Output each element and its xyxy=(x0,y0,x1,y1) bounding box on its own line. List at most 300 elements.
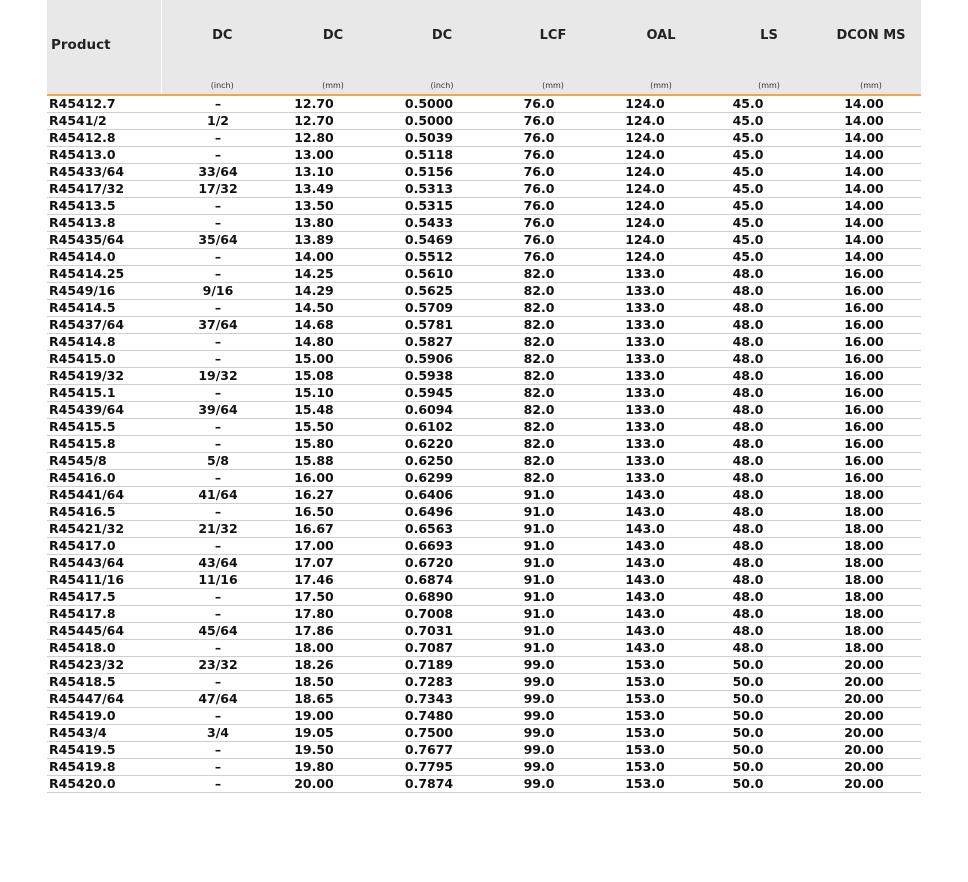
table-row xyxy=(47,300,921,317)
cell-ls: 48.0 xyxy=(717,487,821,504)
cell-dc-inch: 37/64 xyxy=(161,317,283,334)
cell-ls: 48.0 xyxy=(717,572,821,589)
table-row xyxy=(47,504,921,521)
cell-lcf: 76.0 xyxy=(501,130,605,147)
cell-dc-mm: 13.10 xyxy=(283,164,383,181)
cell-ls: 48.0 xyxy=(717,640,821,657)
cell-lcf: 82.0 xyxy=(501,334,605,351)
cell-dc-mm: 17.80 xyxy=(283,606,383,623)
cell-lcf: 91.0 xyxy=(501,538,605,555)
cell-lcf: 99.0 xyxy=(501,708,605,725)
cell-ls: 45.0 xyxy=(717,249,821,266)
table-row xyxy=(47,555,921,572)
cell-dcon-ms: 16.00 xyxy=(821,283,921,300)
cell-product: R45419.5 xyxy=(47,742,161,759)
unit-dc-inch-decimal: (inch) xyxy=(383,76,501,95)
cell-oal: 143.0 xyxy=(605,521,717,538)
header-dcon-ms: DCON MS xyxy=(821,0,921,76)
cell-ls: 45.0 xyxy=(717,95,821,113)
table-row xyxy=(47,691,921,708)
cell-ls: 48.0 xyxy=(717,283,821,300)
table-row xyxy=(47,283,921,300)
cell-product: R45412.7 xyxy=(47,95,161,113)
cell-dc-inch: – xyxy=(161,504,283,521)
cell-product: R45443/64 xyxy=(47,555,161,572)
cell-dc-mm: 15.80 xyxy=(283,436,383,453)
cell-lcf: 82.0 xyxy=(501,385,605,402)
cell-ls: 50.0 xyxy=(717,674,821,691)
cell-product: R45416.5 xyxy=(47,504,161,521)
header-ls: LS xyxy=(717,0,821,76)
cell-product: R45413.5 xyxy=(47,198,161,215)
cell-lcf: 76.0 xyxy=(501,164,605,181)
cell-ls: 50.0 xyxy=(717,759,821,776)
cell-dc-inch: – xyxy=(161,606,283,623)
cell-dc-inch: – xyxy=(161,589,283,606)
table-row xyxy=(47,368,921,385)
cell-dc-mm: 14.25 xyxy=(283,266,383,283)
header-dc-inch-decimal: DC xyxy=(383,0,501,76)
cell-dc-mm: 18.26 xyxy=(283,657,383,674)
cell-dc-inch-decimal: 0.7874 xyxy=(383,776,501,793)
cell-lcf: 99.0 xyxy=(501,691,605,708)
unit-oal: (mm) xyxy=(605,76,717,95)
cell-product: R45414.8 xyxy=(47,334,161,351)
cell-dc-inch-decimal: 0.5709 xyxy=(383,300,501,317)
cell-ls: 48.0 xyxy=(717,538,821,555)
cell-oal: 133.0 xyxy=(605,402,717,419)
cell-dc-mm: 16.67 xyxy=(283,521,383,538)
cell-product: R45420.0 xyxy=(47,776,161,793)
cell-dc-mm: 19.00 xyxy=(283,708,383,725)
table-row xyxy=(47,95,921,113)
table-row xyxy=(47,742,921,759)
cell-dcon-ms: 16.00 xyxy=(821,368,921,385)
cell-dcon-ms: 16.00 xyxy=(821,453,921,470)
cell-dc-inch-decimal: 0.6250 xyxy=(383,453,501,470)
cell-oal: 124.0 xyxy=(605,249,717,266)
table-row xyxy=(47,725,921,742)
cell-product: R45421/32 xyxy=(47,521,161,538)
table-row xyxy=(47,198,921,215)
cell-dc-mm: 15.50 xyxy=(283,419,383,436)
cell-dc-mm: 18.50 xyxy=(283,674,383,691)
cell-oal: 153.0 xyxy=(605,674,717,691)
cell-dc-inch-decimal: 0.5433 xyxy=(383,215,501,232)
table-row xyxy=(47,572,921,589)
cell-dc-inch: – xyxy=(161,470,283,487)
table-row xyxy=(47,623,921,640)
cell-dc-mm: 17.46 xyxy=(283,572,383,589)
cell-dc-inch-decimal: 0.5781 xyxy=(383,317,501,334)
cell-dcon-ms: 18.00 xyxy=(821,521,921,538)
cell-ls: 45.0 xyxy=(717,181,821,198)
cell-dc-inch: 35/64 xyxy=(161,232,283,249)
header-oal: OAL xyxy=(605,0,717,76)
cell-oal: 124.0 xyxy=(605,147,717,164)
cell-oal: 153.0 xyxy=(605,759,717,776)
cell-oal: 133.0 xyxy=(605,470,717,487)
cell-lcf: 76.0 xyxy=(501,113,605,130)
cell-ls: 48.0 xyxy=(717,470,821,487)
cell-product: R4549/16 xyxy=(47,283,161,300)
table-row xyxy=(47,181,921,198)
cell-oal: 133.0 xyxy=(605,351,717,368)
cell-ls: 50.0 xyxy=(717,657,821,674)
cell-dcon-ms: 18.00 xyxy=(821,572,921,589)
cell-dcon-ms: 14.00 xyxy=(821,130,921,147)
cell-oal: 153.0 xyxy=(605,708,717,725)
cell-dc-inch: – xyxy=(161,436,283,453)
cell-lcf: 99.0 xyxy=(501,725,605,742)
cell-dc-mm: 18.65 xyxy=(283,691,383,708)
cell-dc-mm: 17.07 xyxy=(283,555,383,572)
cell-product: R45423/32 xyxy=(47,657,161,674)
cell-oal: 133.0 xyxy=(605,266,717,283)
cell-product: R45414.5 xyxy=(47,300,161,317)
cell-ls: 50.0 xyxy=(717,708,821,725)
table-row xyxy=(47,759,921,776)
cell-dcon-ms: 18.00 xyxy=(821,640,921,657)
header-lcf: LCF xyxy=(501,0,605,76)
cell-product: R45441/64 xyxy=(47,487,161,504)
cell-dc-inch-decimal: 0.6220 xyxy=(383,436,501,453)
cell-dc-inch: 9/16 xyxy=(161,283,283,300)
cell-dc-inch: – xyxy=(161,300,283,317)
table-row xyxy=(47,232,921,249)
cell-lcf: 76.0 xyxy=(501,147,605,164)
cell-lcf: 76.0 xyxy=(501,95,605,113)
cell-dc-mm: 16.00 xyxy=(283,470,383,487)
cell-dc-inch: – xyxy=(161,742,283,759)
cell-dc-inch-decimal: 0.5512 xyxy=(383,249,501,266)
cell-oal: 133.0 xyxy=(605,436,717,453)
table-row xyxy=(47,402,921,419)
header-product: Product xyxy=(47,0,161,76)
cell-oal: 133.0 xyxy=(605,453,717,470)
cell-oal: 143.0 xyxy=(605,623,717,640)
cell-dc-mm: 19.05 xyxy=(283,725,383,742)
cell-product: R45437/64 xyxy=(47,317,161,334)
table-row xyxy=(47,317,921,334)
cell-dc-inch-decimal: 0.7008 xyxy=(383,606,501,623)
cell-dc-inch-decimal: 0.7677 xyxy=(383,742,501,759)
table-row xyxy=(47,470,921,487)
cell-dcon-ms: 14.00 xyxy=(821,181,921,198)
cell-lcf: 99.0 xyxy=(501,759,605,776)
cell-dc-inch-decimal: 0.6874 xyxy=(383,572,501,589)
cell-product: R45439/64 xyxy=(47,402,161,419)
cell-dc-mm: 17.86 xyxy=(283,623,383,640)
cell-ls: 48.0 xyxy=(717,521,821,538)
cell-dc-inch: – xyxy=(161,266,283,283)
cell-lcf: 91.0 xyxy=(501,589,605,606)
cell-ls: 48.0 xyxy=(717,419,821,436)
cell-dcon-ms: 16.00 xyxy=(821,402,921,419)
cell-ls: 45.0 xyxy=(717,113,821,130)
cell-oal: 124.0 xyxy=(605,130,717,147)
cell-dcon-ms: 20.00 xyxy=(821,691,921,708)
cell-ls: 45.0 xyxy=(717,164,821,181)
cell-lcf: 76.0 xyxy=(501,181,605,198)
cell-dc-inch: – xyxy=(161,130,283,147)
cell-dc-inch: – xyxy=(161,334,283,351)
cell-lcf: 76.0 xyxy=(501,198,605,215)
cell-lcf: 91.0 xyxy=(501,555,605,572)
cell-dcon-ms: 14.00 xyxy=(821,147,921,164)
spec-table xyxy=(47,0,921,793)
cell-product: R45415.0 xyxy=(47,351,161,368)
cell-dc-inch: – xyxy=(161,385,283,402)
cell-oal: 133.0 xyxy=(605,368,717,385)
cell-lcf: 99.0 xyxy=(501,776,605,793)
cell-dcon-ms: 18.00 xyxy=(821,504,921,521)
cell-dc-inch-decimal: 0.7189 xyxy=(383,657,501,674)
cell-dcon-ms: 14.00 xyxy=(821,113,921,130)
cell-dcon-ms: 16.00 xyxy=(821,317,921,334)
cell-dc-mm: 15.48 xyxy=(283,402,383,419)
cell-dc-inch: – xyxy=(161,215,283,232)
unit-lcf: (mm) xyxy=(501,76,605,95)
cell-dc-inch: – xyxy=(161,419,283,436)
table-row xyxy=(47,385,921,402)
cell-dc-inch: 17/32 xyxy=(161,181,283,198)
cell-product: R45413.0 xyxy=(47,147,161,164)
table-row xyxy=(47,776,921,793)
cell-ls: 45.0 xyxy=(717,215,821,232)
cell-dc-inch: – xyxy=(161,776,283,793)
header-dc-inch: DC xyxy=(161,0,283,76)
cell-ls: 45.0 xyxy=(717,147,821,164)
cell-oal: 124.0 xyxy=(605,232,717,249)
cell-dcon-ms: 14.00 xyxy=(821,249,921,266)
cell-oal: 133.0 xyxy=(605,334,717,351)
cell-dc-inch: 5/8 xyxy=(161,453,283,470)
cell-dc-mm: 15.88 xyxy=(283,453,383,470)
cell-dc-mm: 15.00 xyxy=(283,351,383,368)
cell-dc-inch-decimal: 0.6563 xyxy=(383,521,501,538)
table-row xyxy=(47,266,921,283)
table-row xyxy=(47,130,921,147)
cell-dc-inch-decimal: 0.5118 xyxy=(383,147,501,164)
cell-dcon-ms: 16.00 xyxy=(821,436,921,453)
cell-oal: 133.0 xyxy=(605,283,717,300)
cell-ls: 48.0 xyxy=(717,334,821,351)
cell-product: R45433/64 xyxy=(47,164,161,181)
unit-dcon-ms: (mm) xyxy=(821,76,921,95)
table-row xyxy=(47,436,921,453)
cell-dc-inch-decimal: 0.5156 xyxy=(383,164,501,181)
cell-product: R45418.0 xyxy=(47,640,161,657)
cell-dc-inch-decimal: 0.5610 xyxy=(383,266,501,283)
cell-dc-mm: 16.27 xyxy=(283,487,383,504)
cell-dc-inch: – xyxy=(161,708,283,725)
cell-ls: 48.0 xyxy=(717,402,821,419)
cell-dc-mm: 18.00 xyxy=(283,640,383,657)
cell-ls: 48.0 xyxy=(717,504,821,521)
cell-dc-inch: – xyxy=(161,640,283,657)
cell-dc-inch-decimal: 0.5906 xyxy=(383,351,501,368)
cell-lcf: 99.0 xyxy=(501,674,605,691)
cell-dc-inch: – xyxy=(161,351,283,368)
cell-lcf: 91.0 xyxy=(501,623,605,640)
cell-dcon-ms: 18.00 xyxy=(821,623,921,640)
cell-dc-mm: 12.70 xyxy=(283,95,383,113)
cell-dc-mm: 13.00 xyxy=(283,147,383,164)
cell-lcf: 91.0 xyxy=(501,572,605,589)
cell-dc-inch-decimal: 0.5945 xyxy=(383,385,501,402)
cell-dc-mm: 20.00 xyxy=(283,776,383,793)
table-row xyxy=(47,453,921,470)
cell-product: R4545/8 xyxy=(47,453,161,470)
cell-oal: 124.0 xyxy=(605,215,717,232)
cell-product: R45418.5 xyxy=(47,674,161,691)
cell-ls: 48.0 xyxy=(717,589,821,606)
unit-ls: (mm) xyxy=(717,76,821,95)
cell-dc-inch: 19/32 xyxy=(161,368,283,385)
unit-dc-inch: (inch) xyxy=(161,76,283,95)
cell-lcf: 82.0 xyxy=(501,453,605,470)
cell-product: R4541/2 xyxy=(47,113,161,130)
cell-dcon-ms: 14.00 xyxy=(821,95,921,113)
cell-dcon-ms: 16.00 xyxy=(821,334,921,351)
cell-product: R45435/64 xyxy=(47,232,161,249)
cell-dc-inch-decimal: 0.6299 xyxy=(383,470,501,487)
cell-oal: 153.0 xyxy=(605,725,717,742)
cell-dc-mm: 13.80 xyxy=(283,215,383,232)
table-row xyxy=(47,589,921,606)
cell-lcf: 91.0 xyxy=(501,504,605,521)
cell-dc-inch: – xyxy=(161,198,283,215)
cell-lcf: 82.0 xyxy=(501,419,605,436)
cell-dc-inch-decimal: 0.6890 xyxy=(383,589,501,606)
cell-lcf: 82.0 xyxy=(501,283,605,300)
table-row xyxy=(47,606,921,623)
cell-dc-inch-decimal: 0.7031 xyxy=(383,623,501,640)
cell-dc-mm: 12.70 xyxy=(283,113,383,130)
cell-dc-inch-decimal: 0.5000 xyxy=(383,113,501,130)
cell-dcon-ms: 14.00 xyxy=(821,215,921,232)
cell-oal: 153.0 xyxy=(605,691,717,708)
cell-product: R45415.1 xyxy=(47,385,161,402)
cell-product: R45419.8 xyxy=(47,759,161,776)
cell-lcf: 76.0 xyxy=(501,249,605,266)
cell-product: R45414.25 xyxy=(47,266,161,283)
cell-lcf: 99.0 xyxy=(501,657,605,674)
cell-oal: 124.0 xyxy=(605,181,717,198)
cell-dcon-ms: 20.00 xyxy=(821,776,921,793)
cell-lcf: 82.0 xyxy=(501,368,605,385)
cell-dc-inch-decimal: 0.5469 xyxy=(383,232,501,249)
cell-ls: 45.0 xyxy=(717,198,821,215)
table-row xyxy=(47,674,921,691)
cell-dc-inch: 11/16 xyxy=(161,572,283,589)
cell-oal: 124.0 xyxy=(605,113,717,130)
cell-oal: 153.0 xyxy=(605,657,717,674)
cell-lcf: 76.0 xyxy=(501,232,605,249)
cell-lcf: 91.0 xyxy=(501,606,605,623)
cell-ls: 48.0 xyxy=(717,606,821,623)
cell-dcon-ms: 16.00 xyxy=(821,351,921,368)
cell-oal: 143.0 xyxy=(605,589,717,606)
cell-lcf: 82.0 xyxy=(501,470,605,487)
cell-dcon-ms: 16.00 xyxy=(821,266,921,283)
cell-ls: 45.0 xyxy=(717,232,821,249)
cell-dc-mm: 13.50 xyxy=(283,198,383,215)
cell-dc-mm: 15.08 xyxy=(283,368,383,385)
cell-lcf: 82.0 xyxy=(501,402,605,419)
cell-dcon-ms: 20.00 xyxy=(821,708,921,725)
cell-product: R45417.8 xyxy=(47,606,161,623)
cell-product: R45415.5 xyxy=(47,419,161,436)
header-units-row xyxy=(47,76,921,95)
cell-ls: 48.0 xyxy=(717,623,821,640)
cell-dc-mm: 14.29 xyxy=(283,283,383,300)
cell-dc-mm: 17.00 xyxy=(283,538,383,555)
cell-lcf: 91.0 xyxy=(501,487,605,504)
cell-dc-inch: 33/64 xyxy=(161,164,283,181)
cell-dc-inch: – xyxy=(161,147,283,164)
cell-dc-inch-decimal: 0.5313 xyxy=(383,181,501,198)
cell-oal: 153.0 xyxy=(605,776,717,793)
cell-dc-mm: 15.10 xyxy=(283,385,383,402)
cell-oal: 143.0 xyxy=(605,487,717,504)
cell-oal: 124.0 xyxy=(605,164,717,181)
cell-dcon-ms: 16.00 xyxy=(821,385,921,402)
cell-ls: 48.0 xyxy=(717,351,821,368)
cell-dc-inch: – xyxy=(161,95,283,113)
cell-product: R45419/32 xyxy=(47,368,161,385)
cell-dc-inch: 39/64 xyxy=(161,402,283,419)
table-row xyxy=(47,249,921,266)
spec-table-container xyxy=(47,0,921,793)
cell-dc-mm: 13.89 xyxy=(283,232,383,249)
cell-ls: 48.0 xyxy=(717,385,821,402)
unit-product xyxy=(47,76,161,95)
cell-ls: 48.0 xyxy=(717,453,821,470)
cell-product: R45417.0 xyxy=(47,538,161,555)
cell-dc-inch: – xyxy=(161,759,283,776)
cell-dcon-ms: 18.00 xyxy=(821,487,921,504)
cell-dc-inch: 41/64 xyxy=(161,487,283,504)
cell-dcon-ms: 20.00 xyxy=(821,657,921,674)
cell-dc-mm: 19.80 xyxy=(283,759,383,776)
cell-product: R45415.8 xyxy=(47,436,161,453)
cell-lcf: 99.0 xyxy=(501,742,605,759)
cell-dc-inch: 43/64 xyxy=(161,555,283,572)
table-row xyxy=(47,419,921,436)
cell-product: R45417/32 xyxy=(47,181,161,198)
cell-oal: 124.0 xyxy=(605,95,717,113)
cell-dc-mm: 14.50 xyxy=(283,300,383,317)
cell-lcf: 91.0 xyxy=(501,521,605,538)
cell-ls: 48.0 xyxy=(717,368,821,385)
cell-oal: 133.0 xyxy=(605,385,717,402)
cell-dc-inch-decimal: 0.7283 xyxy=(383,674,501,691)
cell-ls: 45.0 xyxy=(717,130,821,147)
cell-product: R45419.0 xyxy=(47,708,161,725)
cell-dcon-ms: 16.00 xyxy=(821,470,921,487)
table-row xyxy=(47,164,921,181)
cell-ls: 48.0 xyxy=(717,555,821,572)
cell-ls: 48.0 xyxy=(717,266,821,283)
cell-product: R45417.5 xyxy=(47,589,161,606)
header-dc-mm: DC xyxy=(283,0,383,76)
cell-dc-inch-decimal: 0.6102 xyxy=(383,419,501,436)
cell-product: R45416.0 xyxy=(47,470,161,487)
table-row xyxy=(47,521,921,538)
table-header xyxy=(47,0,921,95)
